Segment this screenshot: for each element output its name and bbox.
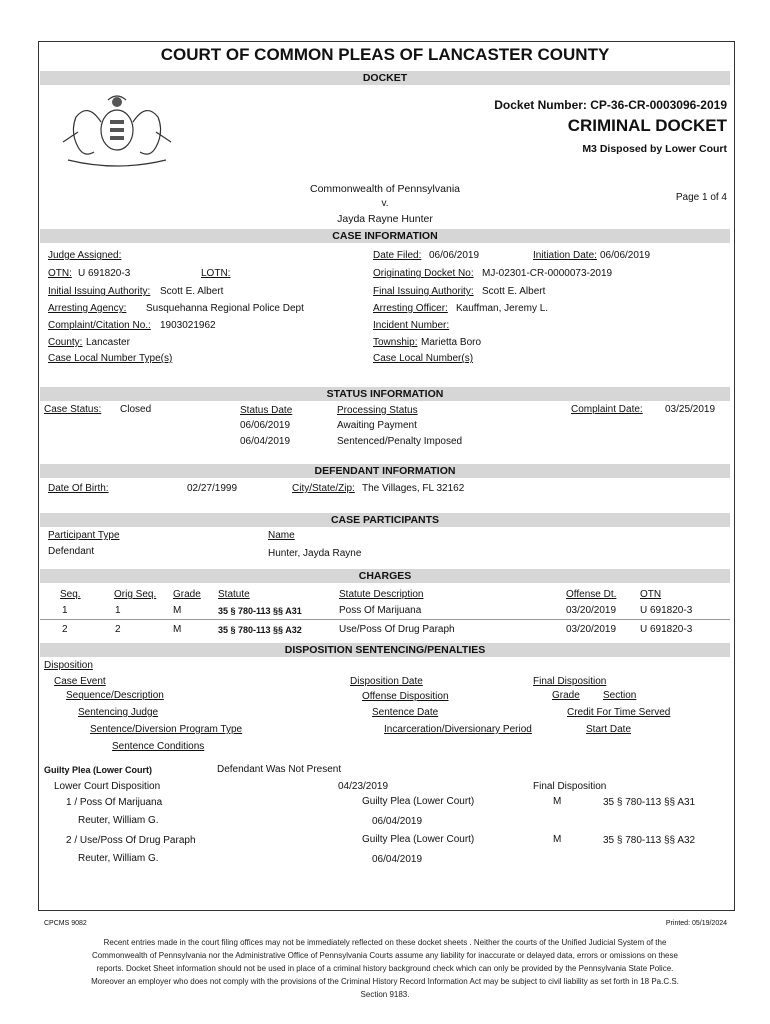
charge-orig-seq: 1 xyxy=(115,605,121,616)
docket-type: CRIMINAL DOCKET xyxy=(567,116,727,135)
program-type-header: Sentence/Diversion Program Type xyxy=(90,724,243,735)
arresting-agency-label: Arresting Agency: xyxy=(48,303,127,314)
charge-seq: 2 xyxy=(62,624,68,635)
defendant-information-bar: DEFENDANT INFORMATION xyxy=(40,464,730,478)
arresting-officer-value: Kauffman, Jeremy L. xyxy=(456,303,549,314)
county-label: County: xyxy=(48,337,83,348)
charge-grade: M xyxy=(173,624,182,635)
otn-label: OTN: xyxy=(48,268,72,279)
charge-header-statute: Statute xyxy=(218,589,250,600)
status-row-date: 06/06/2019 xyxy=(240,420,291,431)
initial-authority-value: Scott E. Albert xyxy=(160,286,224,297)
charge-grade: M xyxy=(173,605,182,616)
status-information-bar: STATUS INFORMATION xyxy=(40,387,730,401)
date-filed-label: Date Filed: xyxy=(373,250,422,261)
arresting-officer-label: Arresting Officer: xyxy=(373,303,448,314)
lower-court-final: Final Disposition xyxy=(533,781,607,792)
charge-header-seq: Seq. xyxy=(60,589,81,600)
processing-status-label: Processing Status xyxy=(337,405,418,416)
complaint-citation-value: 1903021962 xyxy=(160,320,216,331)
charge-otn: U 691820-3 xyxy=(640,624,693,635)
incident-number-label: Incident Number: xyxy=(373,320,450,331)
case-event: Guilty Plea (Lower Court) xyxy=(44,765,153,775)
caption-line2: v. xyxy=(381,198,389,209)
final-authority-value: Scott E. Albert xyxy=(482,286,546,297)
case-participants-bar: CASE PARTICIPANTS xyxy=(40,513,730,527)
incarceration-period-header: Incarceration/Diversionary Period xyxy=(384,724,532,735)
case-status-value: Closed xyxy=(120,404,152,415)
participant-name-label: Name xyxy=(268,530,295,541)
charge-seq: 1 xyxy=(62,605,68,616)
charge-header-description: Statute Description xyxy=(339,589,424,600)
disposition-item-section: 35 § 780-113 §§ A32 xyxy=(603,835,696,846)
disposition-header: Disposition xyxy=(44,660,93,671)
section-header: Section xyxy=(603,690,637,701)
page-indicator: Page 1 of 4 xyxy=(675,192,727,203)
charge-statute: 35 § 780-113 §§ A32 xyxy=(218,625,302,635)
charge-header-grade: Grade xyxy=(173,589,201,600)
arresting-agency-value: Susquehanna Regional Police Dept xyxy=(146,303,304,314)
charge-header-orig-seq: Orig Seq. xyxy=(114,589,157,600)
disposition-item-offense: Guilty Plea (Lower Court) xyxy=(362,834,475,845)
final-authority-label: Final Issuing Authority: xyxy=(373,286,474,297)
initial-authority-label: Initial Issuing Authority: xyxy=(48,286,151,297)
dob-value: 02/27/1999 xyxy=(187,483,238,494)
status-date-label: Status Date xyxy=(240,405,293,416)
status-row-status: Awaiting Payment xyxy=(337,420,417,431)
disposition-item-desc: 2 / Use/Poss Of Drug Paraph xyxy=(66,835,196,846)
dob-label: Date Of Birth: xyxy=(48,483,109,494)
caption-line1: Commonwealth of Pennsylvania xyxy=(310,183,460,195)
disposition-summary: M3 Disposed by Lower Court xyxy=(582,143,727,155)
charge-header-otn: OTN xyxy=(640,589,662,600)
case-event-note: Defendant Was Not Present xyxy=(217,764,342,775)
participant-type-value: Defendant xyxy=(48,546,95,557)
disposition-item-grade: M xyxy=(553,834,562,845)
disposition-item-desc: 1 / Poss Of Marijuana xyxy=(66,797,163,808)
disposition-bar: DISPOSITION SENTENCING/PENALTIES xyxy=(40,643,730,657)
local-number-label: Case Local Number(s) xyxy=(373,353,474,364)
form-id: CPCMS 9082 xyxy=(44,920,87,927)
originating-docket-value: MJ-02301-CR-0000073-2019 xyxy=(482,268,613,279)
complaint-citation-label: Complaint/Citation No.: xyxy=(48,320,151,331)
complaint-date-value: 03/25/2019 xyxy=(665,404,716,415)
charge-description: Use/Poss Of Drug Paraph xyxy=(339,624,455,635)
case-status-label: Case Status: xyxy=(44,404,102,415)
docket-bar: DOCKET xyxy=(40,71,730,85)
township-label: Township: xyxy=(373,337,418,348)
disposition-item-grade: M xyxy=(553,796,562,807)
charge-offense-date: 03/20/2019 xyxy=(566,624,617,635)
charge-row-divider xyxy=(40,619,730,620)
charge-header-offense-date: Offense Dt. xyxy=(566,589,617,600)
lower-court-disposition: Lower Court Disposition xyxy=(54,781,161,792)
disposition-date-header: Disposition Date xyxy=(350,676,423,687)
initiation-date-value: 06/06/2019 xyxy=(600,250,651,261)
initiation-date-label: Initiation Date: xyxy=(533,250,597,261)
grade-header: Grade xyxy=(552,690,580,701)
disposition-item-date: 06/04/2019 xyxy=(372,816,423,827)
date-filed-value: 06/06/2019 xyxy=(429,250,480,261)
sentence-date-header: Sentence Date xyxy=(372,707,439,718)
status-row-status: Sentenced/Penalty Imposed xyxy=(337,436,463,447)
disposition-item-judge: Reuter, William G. xyxy=(78,853,159,864)
county-value: Lancaster xyxy=(86,337,130,348)
printed-date: Printed: 05/19/2024 xyxy=(665,920,727,927)
local-number-type-label: Case Local Number Type(s) xyxy=(48,353,173,364)
pennsylvania-seal-icon xyxy=(48,92,186,167)
offense-disposition-header: Offense Disposition xyxy=(362,691,449,702)
otn-value: U 691820-3 xyxy=(78,268,131,279)
judge-assigned-label: Judge Assigned: xyxy=(48,250,122,261)
city-state-zip-value: The Villages, FL 32162 xyxy=(362,483,465,494)
charges-bar: CHARGES xyxy=(40,569,730,583)
lotn-label: LOTN: xyxy=(201,268,231,279)
charge-statute: 35 § 780-113 §§ A31 xyxy=(218,606,302,616)
final-disposition-header: Final Disposition xyxy=(533,676,607,687)
participant-type-label: Participant Type xyxy=(48,530,120,541)
disposition-item-section: 35 § 780-113 §§ A31 xyxy=(603,797,696,808)
disposition-item-judge: Reuter, William G. xyxy=(78,815,159,826)
disclaimer-notice: Recent entries made in the court filing offices may not be immediately reflected on these docket sheets . Neither the courts of the Unified Judicial System of the Commonwealth of Pennsylvania nor the Administrative Office of Pennsylvania Courts assume any liability for inaccurate or delayed data, errors or omissions on these reports. Docket Sheet information should not be used in place of a criminal history background check which can only be provided by the Pennsylvania State Police. Moreover an employer who does not comply with the provisions of the Criminal History Record Information Act may be subject to civil liability as set forth in 18 Pa.C.S. Section 9183. xyxy=(91,938,679,999)
case-information-bar: CASE INFORMATION xyxy=(40,229,730,243)
disposition-item-date: 06/04/2019 xyxy=(372,854,423,865)
status-row-date: 06/04/2019 xyxy=(240,436,291,447)
sequence-description-header: Sequence/Description xyxy=(66,690,164,701)
complaint-date-label: Complaint Date: xyxy=(571,404,643,415)
originating-docket-label: Originating Docket No: xyxy=(373,268,474,279)
start-date-header: Start Date xyxy=(586,724,632,735)
charge-offense-date: 03/20/2019 xyxy=(566,605,617,616)
participant-name-value: Hunter, Jayda Rayne xyxy=(268,548,362,559)
township-value: Marietta Boro xyxy=(421,337,482,348)
charge-otn: U 691820-3 xyxy=(640,605,693,616)
credit-time-served-header: Credit For Time Served xyxy=(567,707,671,718)
lower-court-date: 04/23/2019 xyxy=(338,781,389,792)
sentencing-judge-header: Sentencing Judge xyxy=(78,707,159,718)
charge-orig-seq: 2 xyxy=(115,624,121,635)
docket-number: Docket Number: CP-36-CR-0003096-2019 xyxy=(494,98,727,112)
caption-line3: Jayda Rayne Hunter xyxy=(337,213,433,225)
sentence-conditions-header: Sentence Conditions xyxy=(112,741,205,752)
case-event-header: Case Event xyxy=(54,676,106,687)
court-name: COURT OF COMMON PLEAS OF LANCASTER COUNTY xyxy=(160,45,610,64)
charge-description: Poss Of Marijuana xyxy=(339,605,422,616)
city-state-zip-label: City/State/Zip: xyxy=(292,483,355,494)
disposition-item-offense: Guilty Plea (Lower Court) xyxy=(362,796,475,807)
